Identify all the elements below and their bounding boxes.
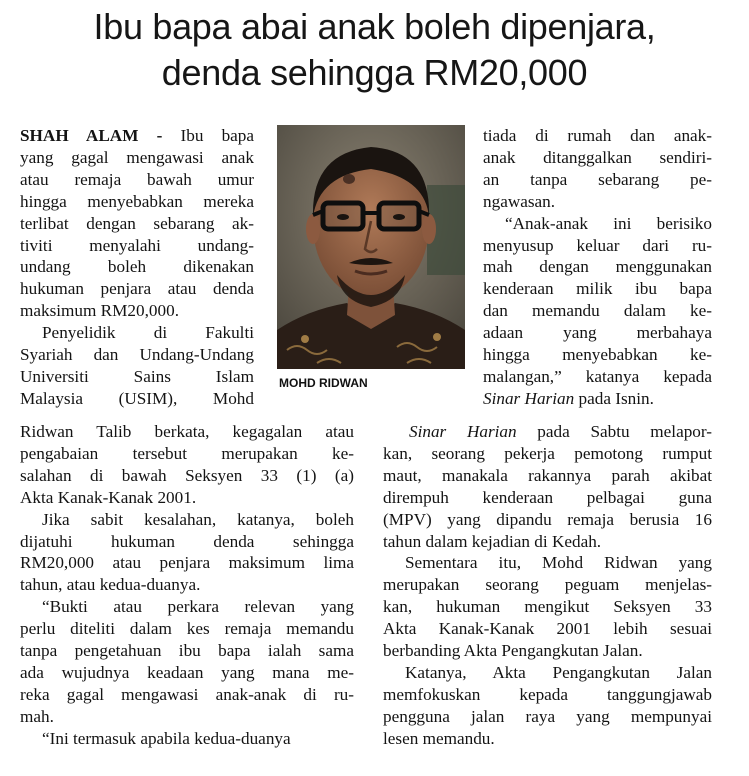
text-line: Sementara itu, Mohd Ridwan yang bbox=[405, 553, 712, 573]
text-line: hingga menyebabkan mereka bbox=[20, 191, 254, 211]
portrait-illustration bbox=[277, 125, 465, 369]
text-line: berbanding Akta Pengangkutan Jalan. bbox=[383, 641, 643, 661]
text-line: “Anak-anak ini berisiko bbox=[505, 213, 712, 233]
text-line: memfokuskan kepada tanggungjawab bbox=[383, 684, 712, 704]
text-line: salahan di bawah Seksyen 33 (1) (a) bbox=[20, 465, 354, 485]
text-line: Malaysia (USIM), Mohd bbox=[20, 388, 254, 408]
text-line: ngawasan. bbox=[483, 191, 556, 211]
headline-line-1: Ibu bapa abai anak boleh dipenjara, bbox=[93, 6, 656, 47]
paragraph bbox=[483, 125, 712, 213]
text-line: perlu diteliti dalam kes remaja memandu bbox=[20, 619, 354, 639]
text-line: tanpa pengetahuan ibu bapa ialah sama bbox=[20, 641, 354, 661]
text-line: maksimum RM20,000. bbox=[20, 301, 179, 321]
text-line: menyusup keluar dari ru- bbox=[483, 235, 712, 255]
text-line: kan, seorang pekerja pemotong rumput bbox=[383, 443, 712, 463]
text-line: lesen memandu. bbox=[383, 728, 495, 748]
headline-line-2: denda sehingga RM20,000 bbox=[161, 52, 588, 93]
text-line: dan memandu dalam ke- bbox=[483, 301, 712, 321]
paragraph bbox=[20, 322, 254, 410]
paragraph bbox=[20, 421, 354, 509]
text-line: pengguna jalan raya yang mempunyai bbox=[383, 706, 712, 726]
photo-caption: MOHD RIDWAN bbox=[279, 376, 368, 390]
text-line: “Bukti atau perkara relevan yang bbox=[42, 597, 354, 617]
text-line: tiada di rumah dan anak- bbox=[483, 126, 712, 145]
text-line: tiviti menyalahi undang- bbox=[20, 235, 254, 255]
text-line: kenderaan milik ibu bapa bbox=[483, 279, 712, 299]
article-column-3 bbox=[383, 421, 712, 750]
text-line: Universiti Sains Islam bbox=[20, 366, 254, 386]
text-line: adaan yang merbahaya bbox=[483, 323, 712, 343]
text-line: kan, hukuman mengikut Seksyen 33 bbox=[383, 597, 712, 617]
text-line: Sinar Harian pada Sabtu melapor- bbox=[409, 422, 712, 441]
text-line: Akta Kanak-Kanak 2001. bbox=[20, 487, 197, 507]
text-line: Penyelidik di Fakulti bbox=[42, 323, 254, 343]
text-line: malangan,” katanya kepada bbox=[483, 366, 712, 386]
text-line: dirempuh kenderaan pelbagai guna bbox=[383, 487, 712, 507]
text-line: merupakan seorang peguam menjelas- bbox=[383, 575, 712, 595]
paragraph bbox=[20, 728, 354, 750]
paragraph bbox=[383, 552, 712, 662]
article-column-2 bbox=[483, 125, 712, 410]
article-column-1 bbox=[20, 125, 254, 410]
text-line: Katanya, Akta Pengangkutan Jalan bbox=[405, 662, 712, 682]
text-line: ada wujudnya keadaan yang mana me- bbox=[20, 662, 354, 682]
lead-paragraph bbox=[20, 125, 254, 322]
text-line: dijatuhi hukuman denda sehingga bbox=[20, 531, 354, 551]
text-line: terlibat dengan sebarang ak- bbox=[20, 213, 254, 233]
text-line: RM20,000 atau penjara maksimum lima bbox=[20, 553, 354, 573]
text-line: “Ini termasuk apabila kedua-duanya bbox=[42, 728, 291, 748]
lead-line-1: SHAH ALAM - Ibu bapa bbox=[20, 126, 255, 145]
text-line: undang boleh dikenakan bbox=[20, 257, 254, 277]
text-line: yang gagal mengawasi anak bbox=[20, 147, 254, 167]
paragraph bbox=[483, 213, 712, 388]
paragraph bbox=[383, 662, 712, 750]
article-column-1-lower bbox=[20, 421, 354, 750]
text-line: Syariah dan Undang-Undang bbox=[20, 345, 254, 365]
text-line: (MPV) yang dipandu remaja berusia 16 bbox=[383, 509, 712, 529]
text-line: pengabaian tersebut merupakan ke- bbox=[20, 443, 354, 463]
text-line: Sinar Harian pada Isnin. bbox=[483, 388, 654, 408]
text-line: Ridwan Talib berkata, kegagalan atau bbox=[20, 422, 354, 441]
text-line: tahun dalam kejadian di Kedah. bbox=[383, 531, 602, 551]
paragraph bbox=[20, 596, 354, 727]
publication-name: Sinar Harian bbox=[409, 422, 517, 441]
text-line: hukuman penjara atau denda bbox=[20, 279, 254, 299]
paragraph bbox=[483, 388, 712, 410]
text-line: mah. bbox=[20, 706, 54, 726]
dateline: SHAH ALAM - bbox=[20, 126, 163, 145]
text-line: atau remaja bawah umur bbox=[20, 169, 254, 189]
text-line: Jika sabit kesalahan, katanya, boleh bbox=[42, 509, 354, 529]
publication-name: Sinar Harian bbox=[483, 388, 575, 408]
text-line: hingga menyebabkan ke- bbox=[483, 345, 712, 365]
text-line: Akta Kanak-Kanak 2001 lebih sesuai bbox=[383, 619, 712, 639]
text-line: reka gagal mengawasi anak-anak di ru- bbox=[20, 684, 354, 704]
headline bbox=[0, 4, 749, 96]
text-line: mah dengan menggunakan bbox=[483, 257, 712, 277]
text-line: anak ditanggalkan sendiri- bbox=[483, 147, 712, 167]
paragraph bbox=[20, 509, 354, 597]
paragraph bbox=[383, 421, 712, 552]
text-line: maut, manakala rakannya parah akibat bbox=[383, 465, 712, 485]
text-line: an tanpa sebarang pe- bbox=[483, 169, 712, 189]
portrait-photo bbox=[277, 125, 465, 369]
text-line: tahun, atau kedua-duanya. bbox=[20, 575, 201, 595]
